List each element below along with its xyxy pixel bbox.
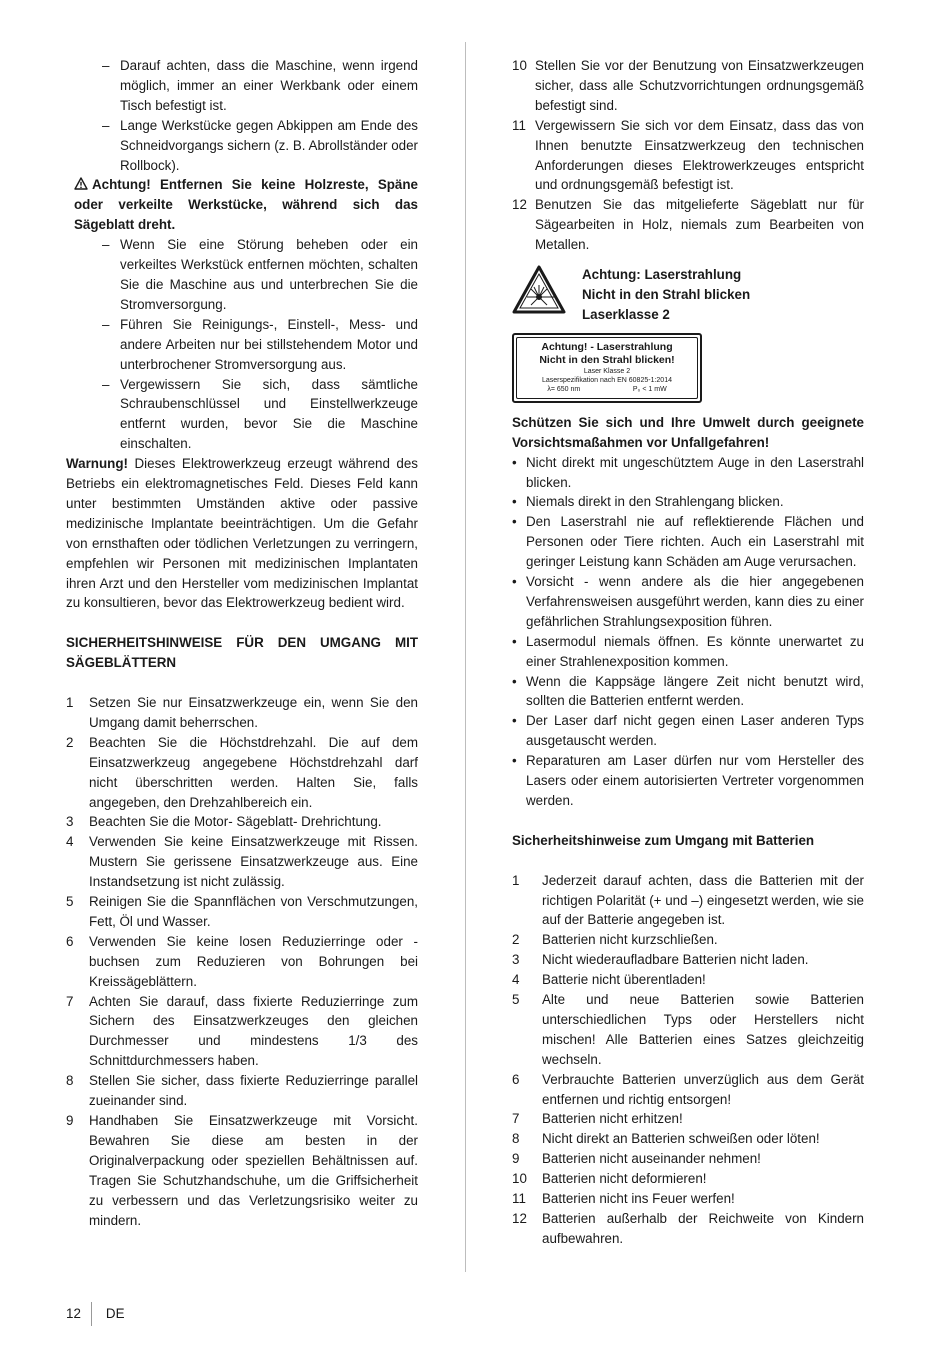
list-item: – Vergewissern Sie sich, dass sämtliche Schraubenschlüssel und Einstellwerkzeuge entfernt wurden, bevor Sie die Maschine einschalten.	[102, 376, 418, 452]
list-item: – Lange Werkstücke gegen Abkippen am Ende des Schneidvorgangs sichern (z. B. Abrollständer oder Rollbock).	[102, 117, 418, 173]
list-item: 11 Vergewissern Sie sich vor dem Einsatz, dass das von Ihnen benutzte Einsatzwerkzeug den technischen Anforderungen dieses Elektrowerkzeuges entspricht und ordnungsgemäß befestigt ist.	[512, 117, 864, 193]
list-item: 4 Batterie nicht überentladen!	[512, 972, 706, 988]
warning-triangle-icon	[74, 177, 88, 190]
list-item: 7 Batterien nicht erhitzen!	[512, 1111, 683, 1127]
list-item: 2 Beachten Sie die Höchstdrehzahl. Die auf dem Einsatzwerkzeug angegebene Höchstdrehzahl darf nicht überschritten werden. Halten Sie, falls angegeben, den Drehzahlbereich ein.	[66, 734, 418, 810]
battery-list	[512, 871, 864, 1249]
saw-blade-list	[66, 693, 418, 1230]
protect-heading: Schützen Sie sich und Ihre Umwelt durch geeignete Vorsichtsmaßahmen vor Unfallgefahren!	[512, 414, 864, 450]
list-item: 2 Batterien nicht kurzschließen.	[512, 932, 718, 948]
list-item: 5 Reinigen Sie die Spannflächen von Verschmutzungen, Fett, Öl und Wasser.	[66, 894, 418, 929]
list-item: 8 Stellen Sie sicher, dass fixierte Reduzierringe parallel zueinander sind.	[66, 1073, 418, 1109]
dash-list-1	[66, 56, 418, 175]
list-item: 4 Verwenden Sie keine Einsatzwerkzeuge mit Rissen. Mustern Sie gerissene Einsatzwerkzeuge aus. Eine Instandsetzung ist nicht zulässig.	[66, 834, 418, 890]
list-item: 9 Handhaben Sie Einsatzwerkzeuge mit Vorsicht. Bewahren Sie diese am besten in der Originalverpackung oder speziellen Behältnissen auf. Tragen Sie Schutzhandschuhe, um die Griffsicherheit zu verbessern und das Verletzungsrisiko weiter zu mindern.	[66, 1113, 418, 1228]
list-item: – Wenn Sie eine Störung beheben oder ein verkeiltes Werkstück entfernen möchten, schalten Sie die Maschine aus und unterbrechen Sie die Stromversorgung.	[102, 237, 418, 312]
left-column	[66, 56, 418, 1230]
list-item: 10 Stellen Sie vor der Benutzung von Einsatzwerkzeugen sicher, dass alle Schutzvorrichtungen ordnungsgemäß befestigt sind.	[512, 58, 864, 113]
right-column	[512, 56, 864, 1249]
list-item: • Den Laserstrahl nie auf reflektierende Flächen und Personen oder Tiere richten. Auch ein Laserstrahl mit geringer Leistung kann Schäden am Auge verursachen.	[512, 514, 864, 570]
saw-blade-list-continued	[512, 56, 864, 255]
list-item: 5 Alte und neue Batterien sowie Batterien unterschiedlichen Typs oder Herstellers nicht mischen! Alle Batterien eines Satzes gleichzeitig wechseln.	[512, 992, 864, 1067]
list-item: 8 Nicht direkt an Batterien schweißen oder löten!	[512, 1131, 820, 1147]
battery-heading: Sicherheitshinweise zum Umgang mit Batterien	[512, 832, 815, 848]
warnung-paragraph: Warnung! Dieses Elektrowerkzeug erzeugt während des Betriebs ein elektromagnetisches Feld. Dieses Feld kann unter bestimmten Umständen aktive oder passive medizinische Implantate beeinträchtigen. Um die Gefahr von ernsthaften oder tödlichen Verletzungen zu verringern, empfehlen wir Personen mit medizinischen Implantaten ihren Arzt und den Hersteller vom medizinischen Implantat zu konsultieren, bevor das Elektrowerkzeug bedient wird.	[66, 456, 418, 611]
achtung-notice: Achtung! Entfernen Sie keine Holzreste, Späne oder verkeilte Werkstücke, während sich das Sägeblatt dreht.	[74, 177, 418, 233]
saw-blade-heading: SICHERHEITSHINWEISE FÜR DEN UMGANG MIT SÄGEBLÄTTERN	[66, 635, 418, 671]
language-code: DE	[105, 1306, 125, 1321]
list-item: 11 Batterien nicht ins Feuer werfen!	[512, 1191, 735, 1207]
list-item: • Nicht direkt mit ungeschütztem Auge in den Laserstrahl blicken.	[512, 454, 864, 490]
page-footer	[66, 1302, 125, 1326]
list-item: 9 Batterien nicht auseinander nehmen!	[512, 1151, 761, 1167]
page-number: 12	[66, 1302, 92, 1326]
list-item: 6 Verbrauchte Batterien unverzüglich aus dem Gerät entfernen und richtig entsorgen!	[512, 1071, 864, 1107]
list-item: – Darauf achten, dass die Maschine, wenn irgend möglich, immer an einer Werkbank oder einem Tisch befestigt ist.	[102, 58, 418, 113]
list-item: 3 Nicht wiederaufladbare Batterien nicht laden.	[512, 952, 809, 968]
dash-list-2	[66, 235, 418, 454]
laser-warning	[512, 265, 864, 325]
laser-caption: Achtung: Laserstrahlung Nicht in den Strahl blicken Laserklasse 2	[582, 267, 751, 322]
column-divider	[465, 42, 466, 1272]
list-item: • Vorsicht - wenn andere als die hier angegebenen Verfahrensweisen ausgeführt werden, kann dies zu einer gefährlichen Strahlungsexposition führen.	[512, 574, 864, 629]
list-item: • Reparaturen am Laser dürfen nur vom Hersteller des Lasers oder einem autorisierten Vertreter vorgenommen werden.	[512, 753, 864, 808]
laser-bullet-list	[512, 453, 864, 811]
list-item: 10 Batterien nicht deformieren!	[512, 1171, 707, 1187]
list-item: 3 Beachten Sie die Motor- Sägeblatt- Drehrichtung.	[66, 814, 382, 830]
laser-class-label: Achtung! - Laserstrahlung Nicht in den Strahl blicken! Laser Klasse 2 Laserspezifikation nach EN 60825-1:2014 λ= 650 nm P₀ < 1 mW	[512, 333, 702, 403]
laser-hazard-icon	[512, 265, 566, 315]
list-item: 1 Setzen Sie nur Einsatzwerkzeuge ein, wenn Sie den Umgang damit beherrschen.	[66, 694, 418, 730]
list-item: 7 Achten Sie darauf, dass fixierte Reduzierringe zum Sichern des Einsatzwerkzeuges den gleichen Durchmesser und mindestens 1/3 des Schnittdurchmessers haben.	[66, 993, 418, 1069]
list-item: 12 Batterien außerhalb der Reichweite von Kindern aufbewahren.	[512, 1211, 864, 1246]
list-item: • Lasermodul niemals öffnen. Es könnte unerwartet zu einer Strahlenexposition kommen.	[512, 633, 864, 669]
list-item: • Niemals direkt in den Strahlengang blicken.	[512, 494, 784, 510]
list-item: 12 Benutzen Sie das mitgelieferte Sägeblatt nur für Sägearbeiten in Holz, niemals zum Bearbeiten von Metallen.	[512, 197, 864, 253]
list-item: 6 Verwenden Sie keine losen Reduzierringe oder -buchsen zum Reduzieren von Bohrungen bei Kreissägeblättern.	[66, 933, 418, 989]
list-item: 1 Jederzeit darauf achten, dass die Batterien mit der richtigen Polarität (+ und –) eingesetzt werden, wie sie auf der Batterie angegeben ist.	[512, 872, 864, 928]
list-item: – Führen Sie Reinigungs-, Einstell-, Mess- und andere Arbeiten nur bei stillstehendem Motor und unterbrochener Stromversorgung aus.	[102, 316, 418, 372]
list-item: • Wenn die Kappsäge längere Zeit nicht benutzt wird, sollten die Batterien entfernt werden.	[512, 673, 864, 709]
list-item: • Der Laser darf nicht gegen einen Laser anderen Typs ausgetauscht werden.	[512, 713, 864, 749]
